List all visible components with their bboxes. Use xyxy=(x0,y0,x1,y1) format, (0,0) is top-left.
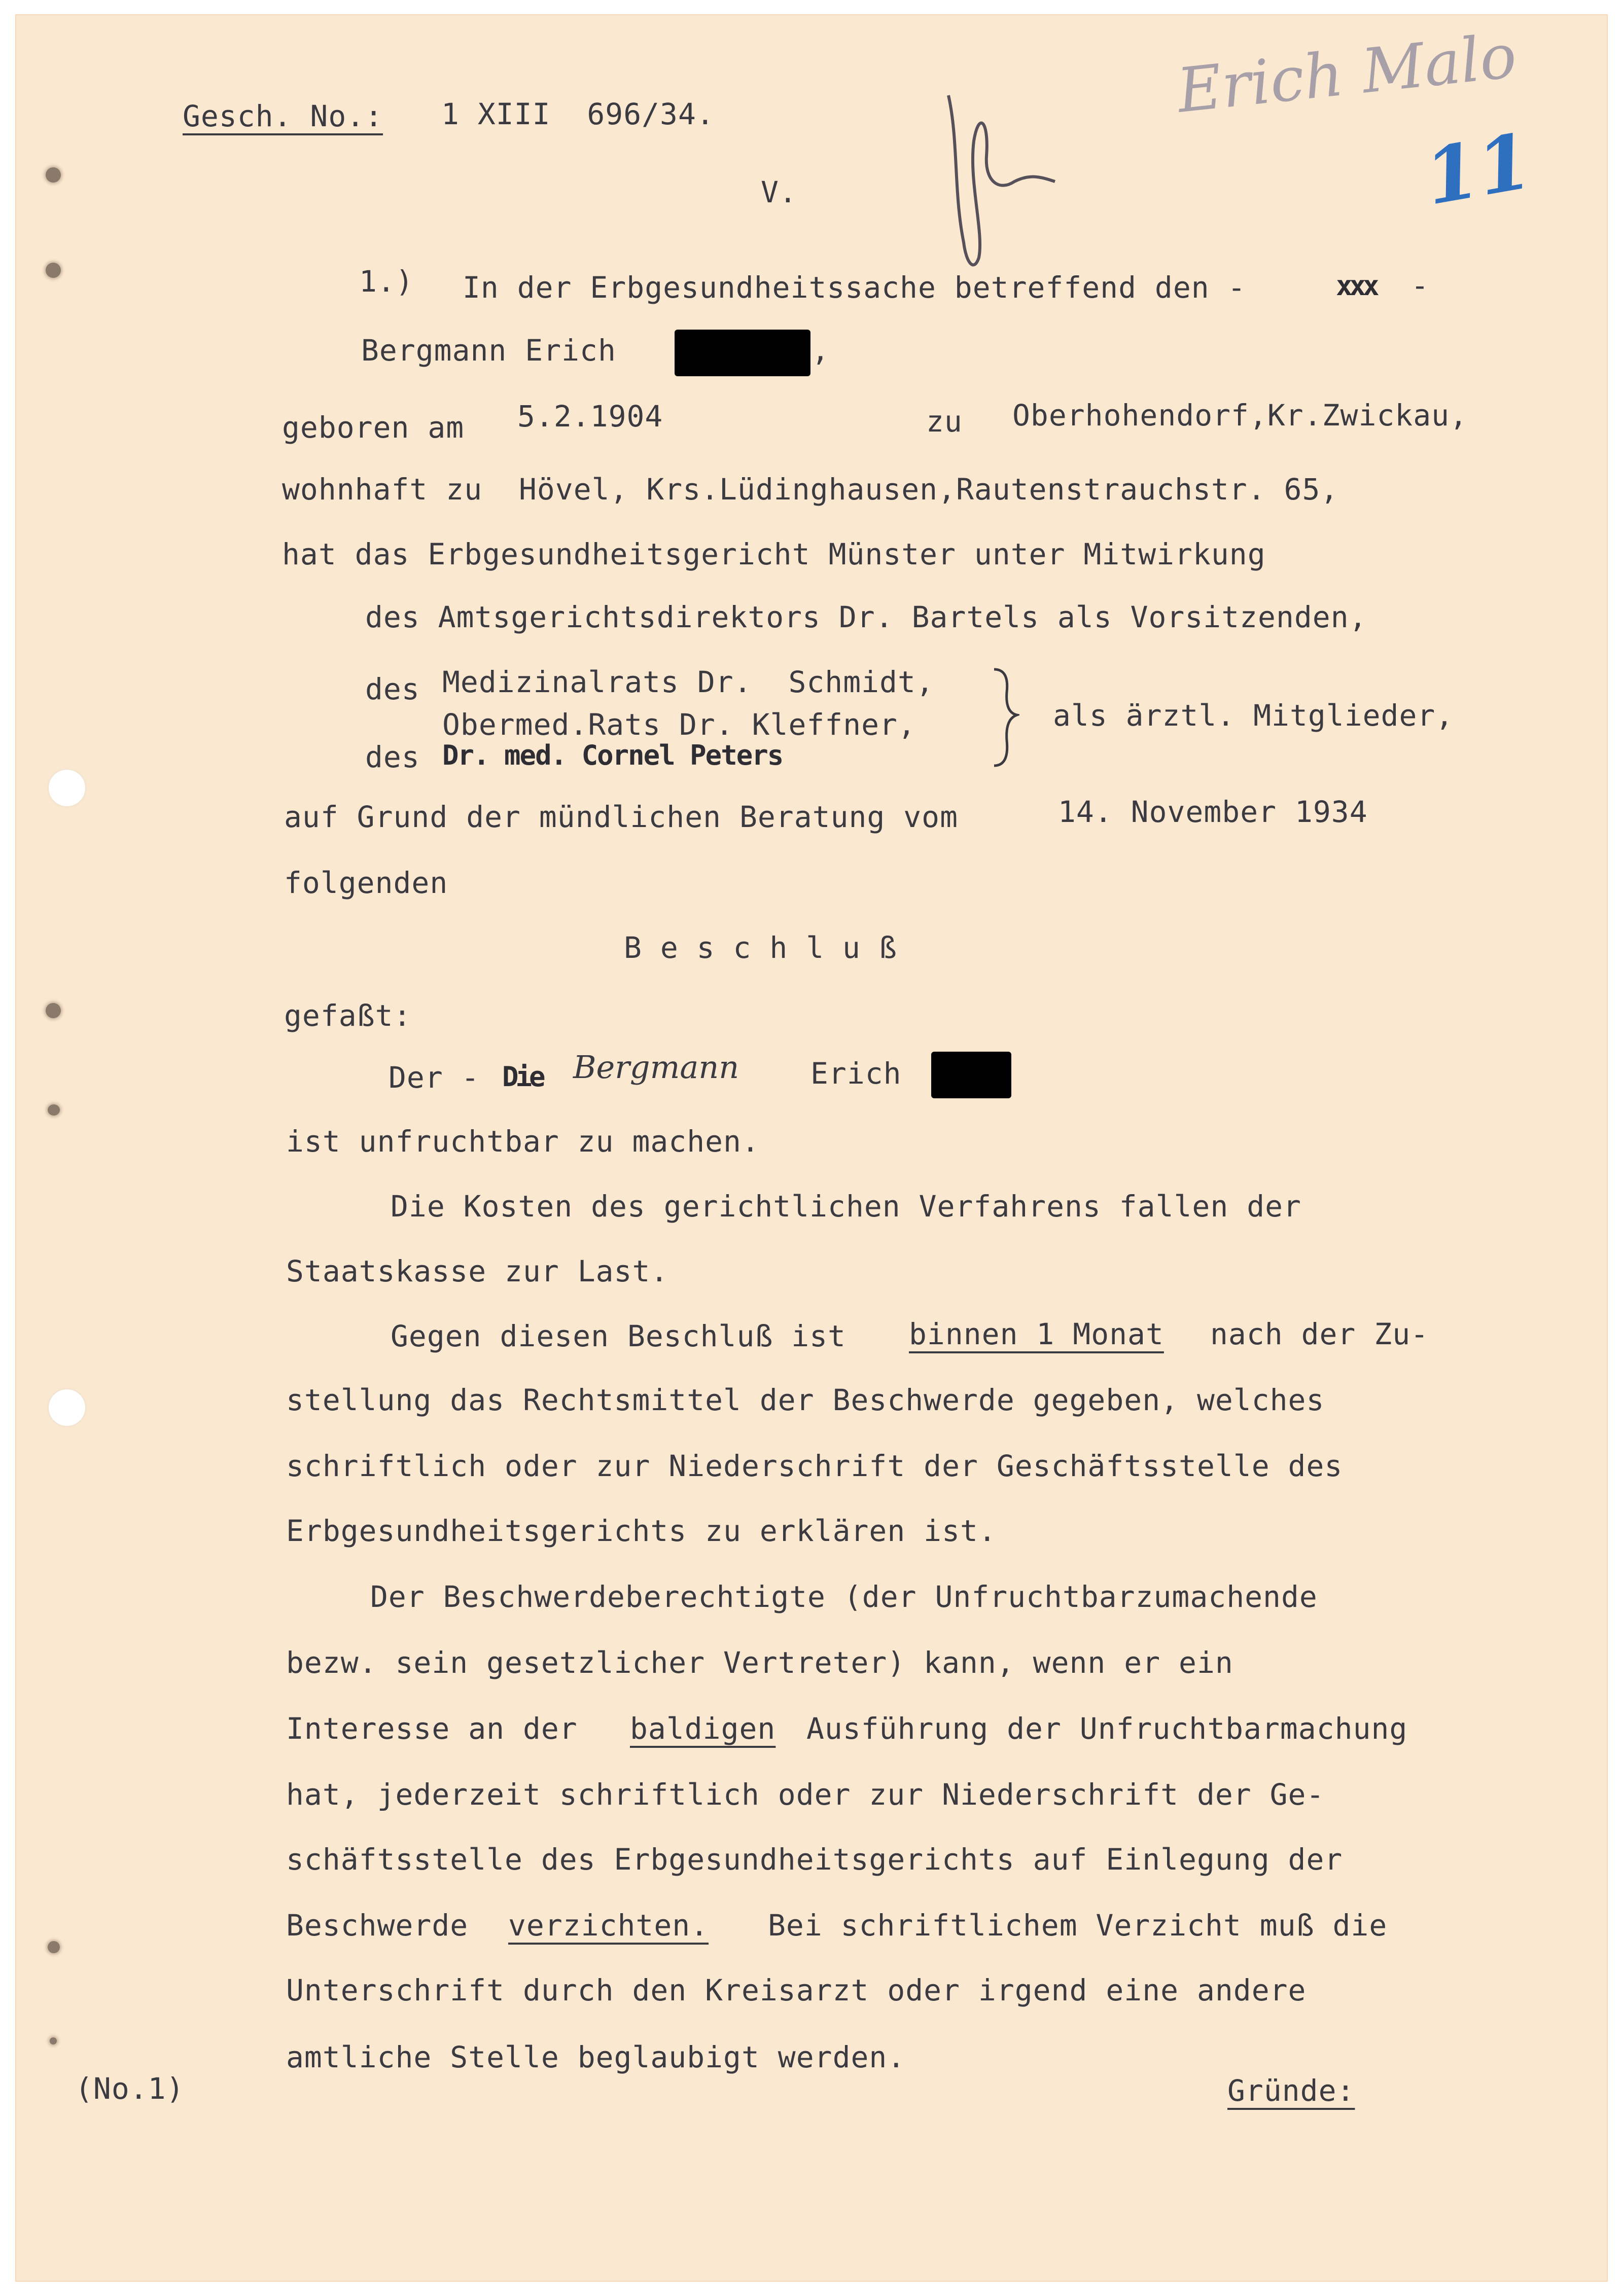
appeal-deadline: binnen 1 Monat xyxy=(909,1317,1164,1351)
waiver-text: bezw. sein gesetzlicher Vertreter) kann, wenn er ein xyxy=(286,1645,1233,1680)
reference-number: 1 XIII 696/34. xyxy=(441,97,715,131)
born-label: geboren am xyxy=(282,410,465,445)
costs-line: Die Kosten des gerichtlichen Verfahrens fallen der xyxy=(391,1189,1301,1224)
gefasst-label: gefaßt: xyxy=(284,998,412,1033)
member-one: Medizinalrats Dr. Schmidt, xyxy=(442,665,934,699)
punch-hole xyxy=(46,1003,61,1018)
court-line: hat das Erbgesundheitsgericht Münster unter Mitwirkung xyxy=(282,537,1266,571)
matter-line: In der Erbgesundheitssache betreffend den - xyxy=(463,270,1246,305)
hearing-date: 14. November 1934 xyxy=(1058,795,1368,829)
appeal-text: stellung das Rechtsmittel der Beschwerde gegeben, welches xyxy=(286,1383,1325,1417)
struck-word: Die xyxy=(502,1061,543,1093)
waiver-text: hat, jederzeit schriftlich oder zur Niederschrift der Ge- xyxy=(286,1777,1325,1812)
waiver-text: Der Beschwerdeberechtigte (der Unfruchtbarzumachende xyxy=(370,1580,1318,1614)
name-comma: , xyxy=(812,333,830,368)
appeal-text: schriftlich oder zur Niederschrift der Geschäftsstelle des xyxy=(286,1449,1343,1483)
waiver-text: Unterschrift durch den Kreisarzt oder irgend eine andere xyxy=(286,1973,1307,2007)
born-place-label: zu xyxy=(926,404,963,439)
der-prefix: Der - xyxy=(389,1060,480,1095)
appeal-text: Erbgesundheitsgerichts zu erklären ist. xyxy=(286,1514,997,1548)
handwritten-name-annotation: Erich Malo xyxy=(1174,21,1520,127)
handwritten-page-number: 11 xyxy=(1418,116,1538,223)
waiver-emphasis: baldigen xyxy=(630,1711,776,1746)
waiver-text: Interesse an der xyxy=(286,1711,578,1746)
punch-hole xyxy=(46,167,61,183)
sterilization-order: ist unfruchtbar zu machen. xyxy=(286,1124,760,1159)
waiver-emphasis: verzichten. xyxy=(508,1908,709,1943)
item-number: 1.) xyxy=(359,264,414,299)
waiver-text: Bei schriftlichem Verzicht muß die xyxy=(768,1908,1388,1943)
waiver-text: Ausführung der Unfruchtbarmachung xyxy=(806,1711,1408,1746)
reasons-heading: Gründe: xyxy=(1227,2073,1355,2108)
handwritten-initials xyxy=(938,80,1060,283)
appeal-text: Gegen diesen Beschluß ist xyxy=(391,1319,846,1353)
appeal-text: nach der Zu- xyxy=(1210,1317,1429,1351)
costs-line: Staatskasse zur Last. xyxy=(286,1254,669,1288)
punch-hole xyxy=(49,770,85,806)
verfuegung-mark: V. xyxy=(761,175,797,209)
person-name: Bergmann Erich xyxy=(361,333,616,368)
hearing-line: auf Grund der mündlichen Beratung vom xyxy=(284,800,959,834)
punch-hole xyxy=(46,263,61,278)
handwritten-insertion: Bergmann xyxy=(573,1049,739,1086)
struck-text: xxx xyxy=(1336,270,1377,302)
decision-heading: B e s c h l u ß xyxy=(624,930,897,965)
born-date: 5.2.1904 xyxy=(517,399,663,434)
punch-hole xyxy=(50,2037,57,2044)
hyphen-mark: - xyxy=(1411,268,1429,303)
reference-label: Gesch. No.: xyxy=(183,99,383,133)
redaction-box xyxy=(931,1052,1011,1098)
waiver-text: amtliche Stelle beglaubigt werden. xyxy=(286,2040,906,2074)
form-number: (No.1) xyxy=(75,2071,185,2106)
residence-line: wohnhaft zu Hövel, Krs.Lüdinghausen,Rautenstrauchstr. 65, xyxy=(282,472,1339,507)
decision-name: Erich xyxy=(810,1056,902,1091)
member-prefix: des xyxy=(365,672,420,706)
following-word: folgenden xyxy=(284,866,448,900)
chair-line: des Amtsgerichtsdirektors Dr. Bartels als Vorsitzenden, xyxy=(365,600,1367,634)
punch-hole xyxy=(48,1941,60,1953)
struck-member: Dr. med. Cornel Peters xyxy=(442,739,783,771)
punch-hole xyxy=(48,1104,60,1116)
member-prefix: des xyxy=(365,740,420,774)
waiver-text: Beschwerde xyxy=(286,1908,469,1943)
document-page xyxy=(15,14,1608,2282)
born-place: Oberhohendorf,Kr.Zwickau, xyxy=(1012,398,1468,433)
members-role: als ärztl. Mitglieder, xyxy=(1053,698,1454,733)
waiver-text: schäftsstelle des Erbgesundheitsgerichts auf Einlegung der xyxy=(286,1842,1343,1877)
punch-hole xyxy=(49,1389,85,1426)
brace-mark xyxy=(989,664,1019,771)
member-two: Obermed.Rats Dr. Kleffner, xyxy=(442,707,916,742)
redaction-box xyxy=(675,330,810,376)
